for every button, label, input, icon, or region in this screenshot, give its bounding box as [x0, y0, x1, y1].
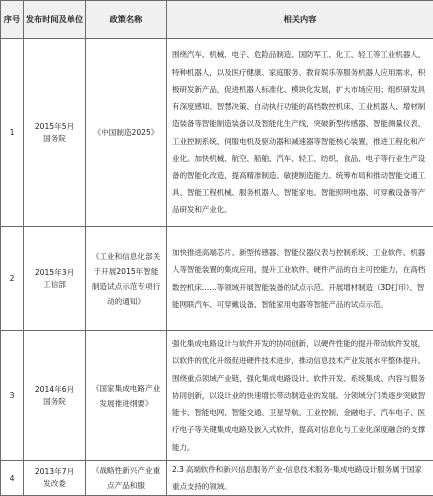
row-date-unit: [24, 461, 86, 496]
row-content: 2.3 高端软件和新兴信息服务产业-信息技术服务-集成电路设计服务属于国家重点支持的领域。: [167, 461, 433, 496]
row-date: 2015年3月: [24, 267, 85, 279]
row-policy-name: 《中国制造2025》: [86, 39, 167, 227]
row-seq: 1: [1, 39, 24, 227]
row-date-unit: [24, 39, 86, 227]
row-date-unit: [24, 331, 86, 461]
row-policy-name: 《国家集成电路产业发展推进纲要》: [86, 331, 167, 461]
row-policy-name: 《战略性新兴产业重点产品和服: [86, 461, 167, 496]
row-date: 2014年6月: [24, 384, 85, 396]
row-unit: 发改委: [24, 478, 85, 490]
row-seq: 2: [1, 227, 24, 331]
table-row: [1, 39, 433, 227]
row-unit: 国务院: [24, 133, 85, 145]
row-content: 强化集成电路设计与软件开发的协同创新，以硬件性能的提升带动软件发展，以软件的优化升级促进硬件技术进步，推动信息技术产业发展水平整体提升。围绕重点领域产业链，强化集成电路设计、软件开发、系统集成、内容与服务协同创新，以设计业的快速增长带动制造业的发展。分领域分门类逐步突破智能卡、智能电网、智能交通、卫星导航、工业控制、金融电子、汽车电子、医疗电子等关键集成电路及嵌入式软件，提高对信息化与工业化深度融合的支撑能力。: [167, 331, 433, 461]
table-row: [1, 461, 433, 496]
row-date-unit: [24, 227, 86, 331]
table-row: [1, 331, 433, 461]
row-seq: 3: [1, 331, 24, 461]
header-policy-name: 政策名称: [86, 1, 167, 39]
table-header-row: [1, 1, 433, 39]
row-seq: 4: [1, 461, 24, 496]
header-date-unit: 发布时间及单位: [24, 1, 86, 39]
row-unit: 国务院: [24, 396, 85, 408]
row-date: 2015年5月: [24, 121, 85, 133]
header-content: 相关内容: [167, 1, 433, 39]
row-content: 围绕汽车、机械、电子、危险品制造、国防军工、化工、轻工等工业机器人、特种机器人，以及医疗健康、家庭服务、教育娱乐等服务机器人应用需求，积极研发新产品，促进机器人标准化、模块化发展，扩大市场应用；组织研发具有深度感知、智慧决策、自动执行功能的高档数控机床、工业机器人、增材制造装备等智能制造装备以及智能化生产线，突破新型传感器、智能测量仪表、工业控制系统、伺服电机及驱动器和减速器等智能核心装置，推进工程化和产业化。加快机械、航空、船舶、汽车、轻工、纺织、食品、电子等行业生产设备的智能化改造，提高精准制造、敏捷制造能力。统筹布局和推动智能交通工具、智能工程机械、服务机器人、智能家电、智能照明电器、可穿戴设备等产品研发和产业化。: [167, 39, 433, 227]
header-seq: 序号: [1, 1, 24, 39]
row-content: 加快推进高端芯片、新型传感器、智能仪器仪表与控制系统、工业软件、机器人等智能装置的集成应用，提升工业软件、硬件产品的自主可控能力，在高档数控机床……等领域开展智能装备的试点示范。开展增材制造（3D打印）、智能网联汽车、可穿戴设备、智能家用电器等智能产品的试点示范。: [167, 227, 433, 331]
row-policy-name: 《工业和信息化部关于开展2015年智能制造试点示范专项行动的通知》: [86, 227, 167, 331]
table-row: [1, 227, 433, 331]
row-date: 2013年7月: [24, 466, 85, 478]
row-unit: 工信部: [24, 279, 85, 291]
